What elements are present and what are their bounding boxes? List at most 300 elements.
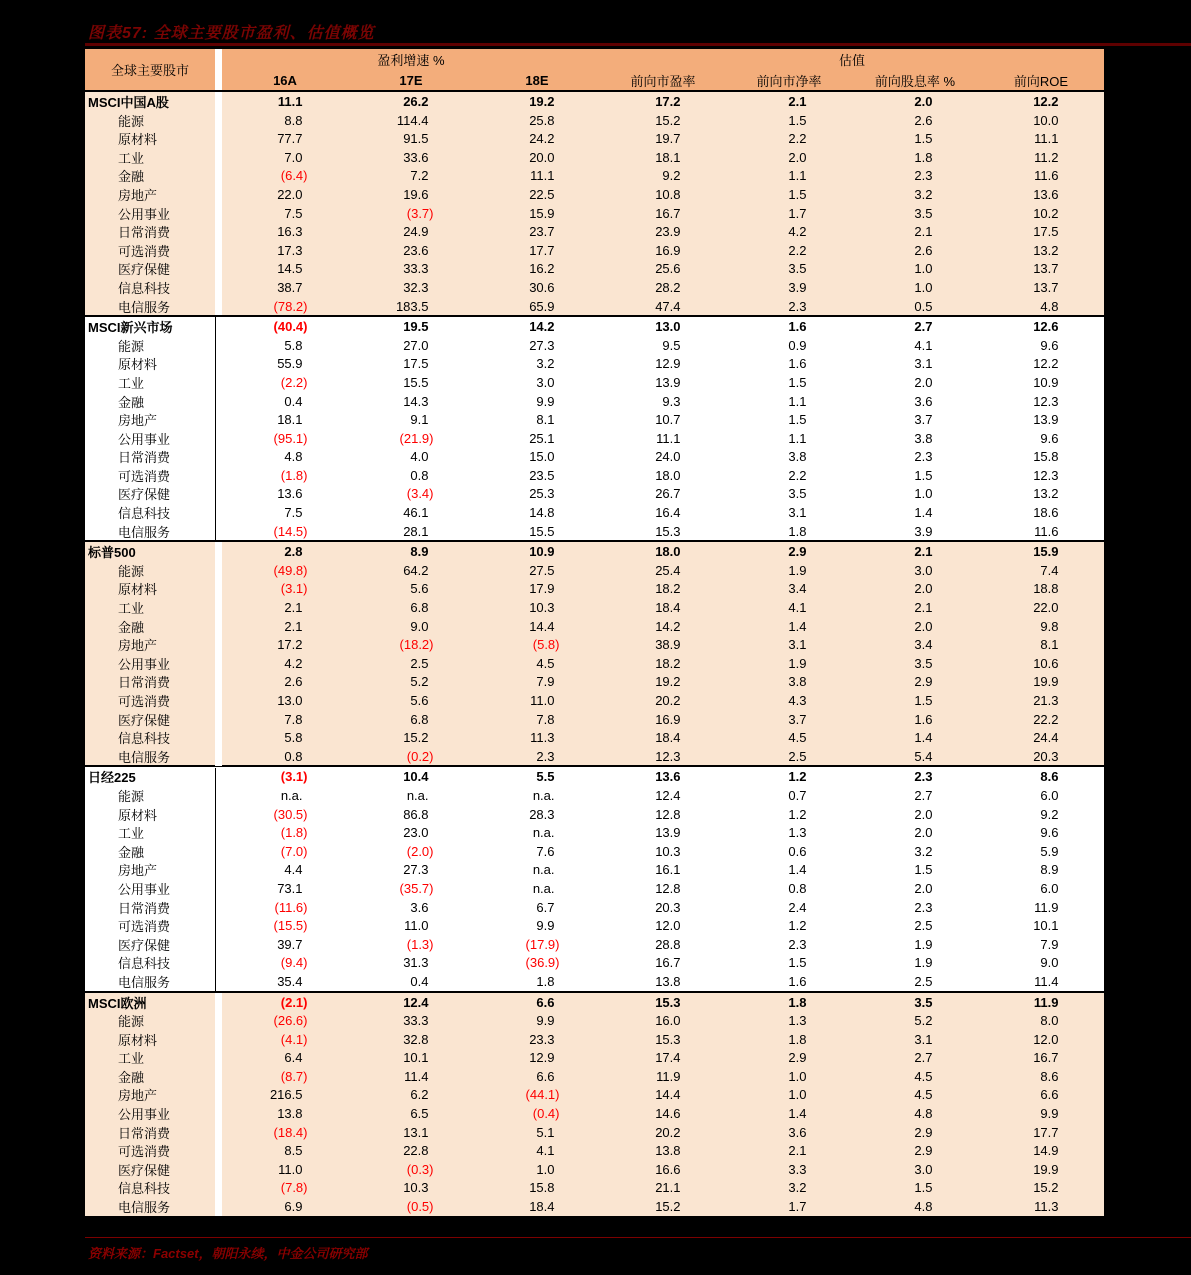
- value-cell: 6.6: [1040, 1087, 1059, 1103]
- sector-row: [85, 336, 1104, 355]
- value-cell: 2.0: [914, 618, 933, 634]
- sector-row: [85, 278, 1104, 297]
- sector-row: [85, 823, 1104, 842]
- stock-table: [85, 49, 1104, 1220]
- table-body: [85, 92, 1104, 1216]
- column-stripe: [215, 185, 222, 204]
- value-cell: 2.6: [914, 112, 933, 128]
- sector-row: [85, 898, 1104, 917]
- value-cell: 2.1: [788, 94, 807, 109]
- value-cell: 3.7: [788, 711, 807, 727]
- value-cell: 73.1: [277, 880, 303, 896]
- value-cell: 16.6: [655, 1161, 681, 1177]
- value-cell: 3.8: [788, 674, 807, 690]
- value-cell: 1.9: [788, 562, 807, 578]
- value-cell: 12.2: [1033, 356, 1059, 372]
- value-cell: 0.4: [410, 973, 429, 989]
- value-cell: 7.0: [284, 149, 303, 165]
- value-cell: 2.5: [914, 918, 933, 934]
- sector-row: [85, 1048, 1104, 1067]
- row-label: 工业: [118, 150, 145, 166]
- value-cell: 1.5: [914, 1180, 933, 1196]
- sector-row: [85, 392, 1104, 411]
- value-cell: 11.2: [1034, 149, 1059, 165]
- row-label: 可选消费: [118, 919, 171, 935]
- row-label: 公用事业: [118, 656, 171, 672]
- value-cell: 3.1: [914, 356, 933, 372]
- sector-row: [85, 561, 1104, 580]
- value-cell: 20.0: [529, 149, 555, 165]
- value-cell: 11.3: [1034, 1199, 1059, 1215]
- column-stripe: [215, 1030, 222, 1049]
- value-cell: (49.8): [273, 562, 308, 578]
- value-cell: 11.6: [1034, 523, 1059, 539]
- row-label: 原材料: [118, 132, 158, 148]
- value-cell: 18.6: [1033, 505, 1059, 521]
- sector-row: [85, 185, 1104, 204]
- value-cell: 2.0: [914, 806, 933, 822]
- value-cell: 15.3: [655, 1031, 681, 1047]
- value-cell: 8.8: [284, 112, 303, 128]
- value-cell: 5.2: [410, 674, 429, 690]
- row-label: 公用事业: [118, 431, 171, 447]
- value-cell: 17.7: [529, 242, 555, 258]
- sector-row: [85, 1067, 1104, 1086]
- value-cell: 11.1: [1034, 131, 1059, 147]
- column-stripe: [215, 673, 222, 692]
- sector-row: [85, 503, 1104, 522]
- sector-row: [85, 204, 1104, 223]
- value-cell: 14.8: [529, 505, 555, 521]
- index-row: [85, 317, 1104, 336]
- value-cell: 9.9: [1040, 1106, 1059, 1122]
- value-cell: 1.1: [788, 430, 807, 446]
- value-cell: 9.9: [536, 918, 555, 934]
- column-stripe: [215, 148, 222, 167]
- sector-row: [85, 728, 1104, 747]
- value-cell: 16.0: [655, 1013, 681, 1029]
- row-label: 信息科技: [118, 280, 171, 296]
- row-label: 公用事业: [118, 206, 171, 222]
- value-cell: 16.1: [655, 862, 681, 878]
- value-cell: 13.9: [655, 374, 681, 390]
- value-cell: 25.3: [529, 486, 555, 502]
- sector-row: [85, 654, 1104, 673]
- value-cell: 6.9: [284, 1199, 303, 1215]
- value-cell: 1.5: [788, 412, 807, 428]
- value-cell: 2.5: [914, 973, 933, 989]
- value-cell: 5.2: [914, 1013, 933, 1029]
- value-cell: 6.0: [1040, 787, 1059, 803]
- value-cell: 25.8: [529, 112, 555, 128]
- column-stripe: [215, 617, 222, 636]
- source-note: 资料来源：Factset，朝阳永续，中金公司研究部: [88, 1246, 368, 1261]
- sector-row: [85, 166, 1104, 185]
- column-stripe: [215, 1048, 222, 1067]
- column-header: 前向ROE: [1013, 73, 1069, 89]
- value-cell: 10.1: [1033, 918, 1059, 934]
- value-cell: 13.2: [1033, 242, 1059, 258]
- sector-row: [85, 1011, 1104, 1030]
- value-cell: 1.7: [788, 1199, 807, 1215]
- value-cell: 13.6: [655, 769, 681, 785]
- value-cell: 1.5: [914, 693, 933, 708]
- row-label: 信息科技: [118, 1181, 171, 1197]
- value-cell: 7.8: [284, 711, 303, 727]
- value-cell: (78.2): [273, 298, 308, 314]
- value-cell: 2.0: [914, 374, 933, 390]
- value-cell: 1.8: [536, 973, 555, 989]
- value-cell: (1.3): [406, 936, 434, 952]
- value-cell: 9.2: [1040, 806, 1059, 822]
- value-cell: 2.3: [788, 936, 807, 952]
- index-row: [85, 767, 1104, 786]
- row-label: 房地产: [118, 638, 158, 654]
- value-cell: 3.3: [788, 1161, 807, 1177]
- sector-row: [85, 635, 1104, 654]
- value-cell: 5.5: [536, 769, 555, 785]
- value-cell: 4.8: [284, 449, 303, 465]
- row-label: 日经225: [88, 770, 136, 786]
- value-cell: 3.5: [788, 261, 807, 277]
- row-label: 日常消费: [118, 1125, 171, 1141]
- value-cell: 19.6: [403, 186, 429, 202]
- value-cell: 4.8: [914, 1106, 933, 1122]
- value-cell: n.a.: [406, 787, 429, 803]
- value-cell: n.a.: [532, 825, 555, 841]
- value-cell: (2.0): [406, 843, 434, 859]
- value-cell: 23.6: [403, 242, 429, 258]
- row-label: 工业: [118, 375, 145, 391]
- value-cell: 8.0: [1040, 1013, 1059, 1029]
- row-label: 医疗保健: [118, 1162, 171, 1178]
- sector-row: [85, 522, 1104, 541]
- value-cell: 1.5: [788, 374, 807, 390]
- value-cell: 11.3: [530, 730, 555, 746]
- value-cell: 6.2: [410, 1087, 429, 1103]
- value-cell: 2.1: [914, 600, 933, 616]
- row-label: 可选消费: [118, 468, 171, 484]
- value-cell: 8.6: [1040, 1068, 1059, 1084]
- sector-row: [85, 879, 1104, 898]
- value-cell: 1.2: [788, 806, 807, 822]
- column-stripe: [215, 317, 222, 336]
- value-cell: 17.5: [1033, 224, 1059, 240]
- value-cell: 1.4: [788, 618, 807, 634]
- market-section: [84, 315, 1105, 540]
- sector-row: [85, 1030, 1104, 1049]
- value-cell: 15.5: [529, 523, 555, 539]
- value-cell: 3.8: [914, 430, 933, 446]
- value-cell: 2.5: [410, 655, 429, 671]
- market-section: [84, 991, 1105, 1216]
- value-cell: 1.5: [914, 131, 933, 147]
- value-cell: 9.0: [410, 618, 429, 634]
- title-underline-rule: [85, 43, 1191, 46]
- value-cell: 39.7: [277, 936, 303, 952]
- value-cell: 4.0: [410, 449, 429, 465]
- value-cell: (4.1): [280, 1031, 308, 1047]
- value-cell: 13.8: [655, 973, 681, 989]
- column-stripe: [215, 260, 222, 279]
- row-label: 能源: [118, 1014, 145, 1030]
- sector-row: [85, 354, 1104, 373]
- sector-row: [85, 1123, 1104, 1142]
- value-cell: 10.7: [655, 412, 681, 428]
- value-cell: 12.4: [403, 994, 429, 1010]
- value-cell: 1.5: [788, 186, 807, 202]
- value-cell: 10.1: [403, 1050, 429, 1066]
- value-cell: 1.5: [914, 467, 933, 483]
- value-cell: 4.1: [536, 1143, 555, 1159]
- value-cell: 2.3: [914, 449, 933, 465]
- value-cell: (7.0): [280, 843, 308, 859]
- value-cell: 2.3: [536, 748, 555, 764]
- value-cell: 1.9: [914, 936, 933, 952]
- row-label: 可选消费: [118, 243, 171, 259]
- value-cell: 2.0: [914, 825, 933, 841]
- value-cell: 12.3: [1033, 393, 1059, 409]
- value-cell: 1.4: [788, 862, 807, 878]
- value-cell: 14.3: [403, 393, 429, 409]
- value-cell: 26.7: [655, 486, 681, 502]
- value-cell: 55.9: [277, 356, 303, 372]
- sector-row: [85, 710, 1104, 729]
- row-label: 医疗保健: [118, 937, 171, 953]
- value-cell: (3.1): [280, 581, 308, 597]
- sector-row: [85, 1141, 1104, 1160]
- value-cell: 4.5: [914, 1087, 933, 1103]
- row-label: 日常消费: [118, 900, 171, 916]
- value-cell: 2.1: [914, 224, 933, 240]
- index-row: [85, 993, 1104, 1012]
- value-cell: 3.8: [788, 449, 807, 465]
- value-cell: (3.1): [280, 769, 308, 785]
- value-cell: 4.2: [788, 224, 807, 240]
- value-cell: 28.2: [655, 279, 681, 295]
- value-cell: 47.4: [655, 298, 681, 314]
- value-cell: 15.2: [403, 730, 429, 746]
- column-stripe: [215, 823, 222, 842]
- value-cell: 28.3: [529, 806, 555, 822]
- value-cell: 6.7: [536, 899, 555, 915]
- value-cell: (35.7): [399, 880, 434, 896]
- value-cell: 65.9: [529, 298, 555, 314]
- column-stripe: [215, 297, 222, 316]
- column-header: 18E: [525, 72, 549, 88]
- value-cell: 24.2: [529, 131, 555, 147]
- value-cell: 33.6: [403, 149, 429, 165]
- column-stripe: [215, 842, 222, 861]
- value-cell: 13.6: [277, 486, 303, 502]
- sector-row: [85, 429, 1104, 448]
- value-cell: 0.8: [410, 467, 429, 483]
- value-cell: 7.9: [536, 674, 555, 690]
- sector-row: [85, 672, 1104, 691]
- value-cell: 3.4: [914, 637, 933, 653]
- value-cell: 13.7: [1033, 261, 1059, 277]
- value-cell: 6.8: [410, 711, 429, 727]
- value-cell: 183.5: [395, 298, 429, 314]
- value-cell: 35.4: [277, 973, 303, 989]
- value-cell: 1.6: [788, 973, 807, 989]
- value-cell: 13.0: [655, 319, 681, 335]
- value-cell: 10.9: [1033, 374, 1059, 390]
- column-header: 前向市净率: [756, 73, 822, 89]
- value-cell: (15.5): [273, 918, 308, 934]
- value-cell: 9.8: [1040, 618, 1059, 634]
- value-cell: 2.7: [914, 787, 933, 803]
- value-cell: 8.5: [284, 1143, 303, 1159]
- value-cell: 7.5: [284, 505, 303, 521]
- sector-row: [85, 241, 1104, 260]
- value-cell: 3.0: [536, 374, 555, 390]
- value-cell: 10.6: [1033, 655, 1059, 671]
- value-cell: 23.3: [529, 1031, 555, 1047]
- value-cell: 2.0: [914, 94, 933, 109]
- value-cell: 20.3: [1033, 748, 1059, 764]
- value-cell: 17.5: [403, 356, 429, 372]
- value-cell: 38.7: [277, 279, 303, 295]
- value-cell: 14.5: [277, 261, 303, 277]
- value-cell: 9.3: [662, 393, 681, 409]
- value-cell: 18.4: [655, 600, 681, 616]
- column-stripe: [215, 898, 222, 917]
- row-label: 金融: [118, 844, 145, 860]
- row-label: 公用事业: [118, 881, 171, 897]
- value-cell: 1.2: [788, 769, 807, 785]
- value-cell: 10.3: [403, 1180, 429, 1196]
- value-cell: 1.3: [788, 825, 807, 841]
- sector-row: [85, 579, 1104, 598]
- sector-row: [85, 259, 1104, 278]
- value-cell: 10.8: [655, 186, 681, 202]
- value-cell: 4.2: [284, 655, 303, 671]
- value-cell: (0.3): [406, 1161, 434, 1177]
- sector-row: [85, 148, 1104, 167]
- value-cell: (2.1): [280, 994, 308, 1010]
- value-cell: 24.0: [655, 449, 681, 465]
- row-label: 能源: [118, 338, 145, 354]
- valuation-group-header: 估值: [838, 53, 865, 68]
- value-cell: 15.8: [529, 1180, 555, 1196]
- column-stripe: [215, 1086, 222, 1105]
- column-stripe: [215, 879, 222, 898]
- column-header: 16A: [273, 72, 297, 88]
- value-cell: 27.0: [403, 337, 429, 353]
- column-stripe: [215, 503, 222, 522]
- row-label: 房地产: [118, 1088, 158, 1104]
- row-label: 电信服务: [118, 299, 171, 315]
- row-label: 金融: [118, 1069, 145, 1085]
- value-cell: (26.6): [273, 1013, 308, 1029]
- value-cell: 22.2: [1033, 711, 1059, 727]
- value-cell: 17.9: [529, 581, 555, 597]
- row-label: 房地产: [118, 187, 158, 203]
- column-stripe: [215, 485, 222, 504]
- value-cell: 25.6: [655, 261, 681, 277]
- value-cell: (0.4): [532, 1106, 560, 1122]
- value-cell: 1.9: [914, 955, 933, 971]
- value-cell: 1.0: [914, 261, 933, 277]
- value-cell: 20.2: [655, 693, 681, 708]
- value-cell: 13.8: [277, 1106, 303, 1122]
- row-label: 电信服务: [118, 749, 171, 765]
- value-cell: 8.1: [1040, 637, 1059, 653]
- value-cell: 2.1: [284, 618, 303, 634]
- column-stripe: [215, 561, 222, 580]
- column-stripe: [215, 710, 222, 729]
- value-cell: 3.9: [788, 279, 807, 295]
- index-row: [85, 92, 1104, 111]
- value-cell: 12.9: [529, 1050, 555, 1066]
- value-cell: 3.6: [788, 1124, 807, 1140]
- value-cell: 32.3: [403, 279, 429, 295]
- value-cell: 6.0: [1040, 880, 1059, 896]
- column-stripe: [215, 598, 222, 617]
- value-cell: 2.9: [914, 674, 933, 690]
- column-stripe: [215, 654, 222, 673]
- column-stripe: [215, 635, 222, 654]
- value-cell: 1.0: [536, 1161, 555, 1177]
- value-cell: 3.1: [788, 637, 807, 653]
- column-stripe: [215, 278, 222, 297]
- value-cell: 9.0: [1040, 955, 1059, 971]
- value-cell: 5.4: [914, 748, 933, 764]
- value-cell: 5.1: [536, 1124, 555, 1140]
- row-label: 电信服务: [118, 524, 171, 540]
- value-cell: 2.8: [284, 544, 303, 560]
- value-cell: 9.9: [536, 393, 555, 409]
- value-cell: 3.9: [914, 523, 933, 539]
- value-cell: 1.8: [788, 523, 807, 539]
- value-cell: 9.6: [1040, 337, 1059, 353]
- column-stripe: [215, 167, 222, 186]
- sector-row: [85, 129, 1104, 148]
- value-cell: 14.2: [529, 319, 555, 335]
- sector-row: [85, 1160, 1104, 1179]
- value-cell: 1.8: [788, 1031, 807, 1047]
- value-cell: 2.3: [788, 298, 807, 314]
- value-cell: 1.9: [788, 655, 807, 671]
- value-cell: 5.6: [410, 581, 429, 597]
- row-label: 工业: [118, 826, 145, 842]
- sector-row: [85, 617, 1104, 636]
- value-cell: 18.1: [277, 412, 303, 428]
- column-stripe: [215, 466, 222, 485]
- row-label: 原材料: [118, 582, 158, 598]
- value-cell: 18.0: [655, 467, 681, 483]
- value-cell: 3.0: [914, 1161, 933, 1177]
- sector-row: [85, 1085, 1104, 1104]
- sector-row: [85, 1178, 1104, 1197]
- value-cell: 18.4: [529, 1199, 555, 1215]
- value-cell: 7.4: [1040, 562, 1059, 578]
- value-cell: 21.3: [1033, 693, 1059, 708]
- sector-row: [85, 786, 1104, 805]
- value-cell: (1.8): [280, 467, 308, 483]
- row-label: 原材料: [118, 1032, 158, 1048]
- row-label: 可选消费: [118, 1144, 171, 1160]
- value-cell: 1.3: [788, 1013, 807, 1029]
- sector-row: [85, 972, 1104, 991]
- value-cell: 30.6: [529, 279, 555, 295]
- value-cell: 14.2: [655, 618, 681, 634]
- value-cell: 13.1: [403, 1124, 429, 1140]
- value-cell: 1.0: [914, 486, 933, 502]
- column-stripe: [215, 49, 222, 90]
- value-cell: 1.0: [788, 1087, 807, 1103]
